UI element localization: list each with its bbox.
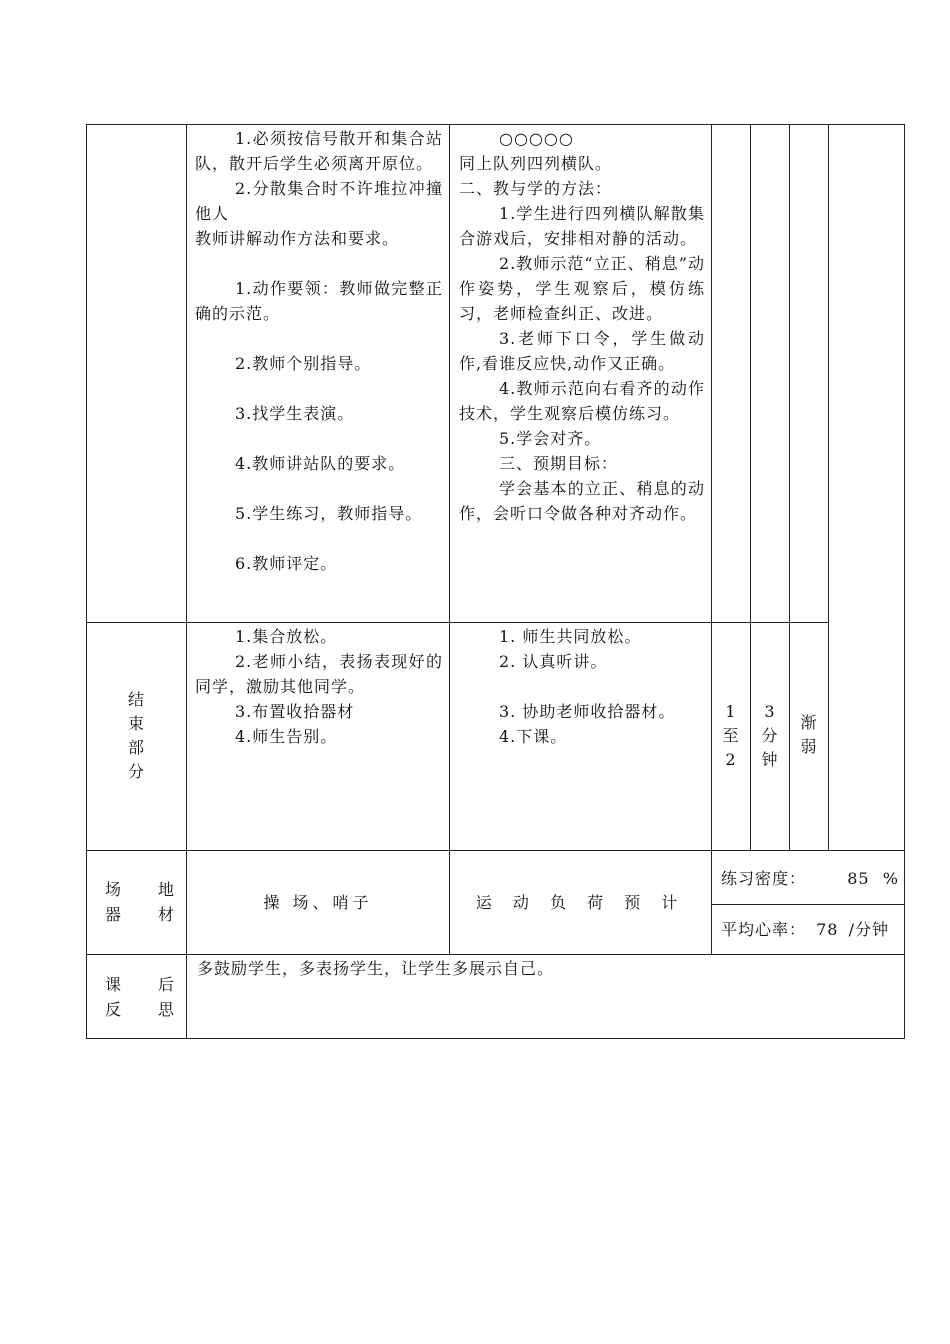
text-line: 4.教师示范向右看齐的动作技术，学生观察后模仿练习。 <box>459 379 705 423</box>
label-char: 结 <box>127 690 145 709</box>
row-divider-3 <box>86 954 905 955</box>
practice-density-value: 85 <box>847 869 870 888</box>
ending-duration <box>751 700 789 772</box>
avg-heart-rate-value: 78 <box>816 920 839 939</box>
times-value: 至 <box>722 726 740 745</box>
times-value: 1 <box>725 702 737 721</box>
reflection-text: 多鼓励学生，多表扬学生，让学生多展示自己。 <box>197 959 555 978</box>
venue-label <box>105 877 175 927</box>
label-char: 场 <box>105 880 123 899</box>
col-divider-6 <box>828 124 829 851</box>
table-bottom-border <box>86 1038 905 1039</box>
percent-unit: % <box>882 869 899 888</box>
exercise-load-label: 运 动 负 荷 预 计 <box>475 893 686 912</box>
times-value: 2 <box>725 750 737 769</box>
row2-student-activity <box>459 624 705 749</box>
text-line: 二、教与学的方法： <box>459 179 613 198</box>
duration-value: 3 <box>764 702 776 721</box>
text-line: 1. 师生共同放松。 <box>499 627 642 646</box>
label-char: 后 <box>157 975 175 994</box>
text-line: 同上队列四列横队。 <box>459 154 613 173</box>
row-divider-1 <box>86 622 829 623</box>
row2-teacher-activity <box>195 624 443 749</box>
text-line: 4.师生告别。 <box>235 727 338 746</box>
practice-density-row <box>721 866 899 891</box>
label-char: 地 <box>157 880 175 899</box>
duration-value: 钟 <box>761 750 779 769</box>
load-inner-divider <box>711 904 905 905</box>
table-top-border <box>86 124 905 125</box>
text-line: 6.教师评定。 <box>235 554 338 573</box>
text-line: 5.学会对齐。 <box>499 429 602 448</box>
table-right-border <box>904 124 905 1039</box>
reflection-label <box>105 972 175 1022</box>
text-line: 3. 协助老师收拾器材。 <box>499 702 676 721</box>
row1-student-activity <box>459 126 705 526</box>
duration-value: 分 <box>761 726 779 745</box>
text-line: 3.老师下口令，学生做动作,看谁反应快,动作又正确。 <box>459 329 705 373</box>
avg-heart-rate-label: 平均心率： <box>721 920 807 939</box>
text-line: 3.布置收拾器材 <box>235 702 355 721</box>
formation-circles: ○○○○○ <box>499 129 574 148</box>
text-line: 教师讲解动作方法和要求。 <box>195 229 400 248</box>
heart-rate-unit: /分钟 <box>848 920 889 939</box>
intensity-value: 渐 <box>800 713 818 732</box>
col-divider-2 <box>449 124 450 955</box>
text-line: 4.下课。 <box>499 727 568 746</box>
text-line: 2.教师个别指导。 <box>235 354 372 373</box>
venue-equipment-value: 操 场、哨子 <box>263 893 373 912</box>
intensity-value: 弱 <box>800 737 818 756</box>
avg-heart-rate-row <box>721 917 901 942</box>
label-char: 部 <box>127 738 145 757</box>
label-char: 反 <box>105 1000 123 1019</box>
text-line: 5.学生练习，教师指导。 <box>235 504 423 523</box>
text-line: 1.动作要领：教师做完整正确的示范。 <box>195 279 443 323</box>
label-char: 束 <box>127 714 145 733</box>
ending-intensity <box>790 711 828 759</box>
label-char: 分 <box>127 762 145 781</box>
section-label-ending <box>87 688 186 784</box>
practice-density-label: 练习密度： <box>721 869 807 888</box>
col-divider-3 <box>711 124 712 955</box>
row-divider-2 <box>86 850 905 851</box>
text-line: 2. 认真听讲。 <box>499 652 608 671</box>
text-line: 1.学生进行四列横队解散集合游戏后，安排相对静的活动。 <box>459 204 705 248</box>
label-char: 思 <box>157 1000 175 1019</box>
ending-times <box>712 700 750 772</box>
text-line: 2.分散集合时不许堆拉冲撞他人 <box>195 179 443 223</box>
text-line: 三、预期目标： <box>499 454 619 473</box>
text-line: 2.教师示范“立正、稍息”动作姿势，学生观察后，模仿练习，老师检查纠正、改进。 <box>459 254 705 323</box>
table-left-border <box>86 124 87 1039</box>
text-line: 3.找学生表演。 <box>235 404 355 423</box>
text-line: 学会基本的立正、稍息的动作，会听口令做各种对齐动作。 <box>459 479 705 523</box>
label-char: 器 <box>105 905 123 924</box>
text-line: 1.集合放松。 <box>235 627 338 646</box>
label-char: 材 <box>157 905 175 924</box>
row1-teacher-activity <box>195 126 443 576</box>
text-line: 2.老师小结，表扬表现好的同学，激励其他同学。 <box>195 652 443 696</box>
text-line: 1.必须按信号散开和集合站队，散开后学生必须离开原位。 <box>195 129 443 173</box>
text-line: 4.教师讲站队的要求。 <box>235 454 406 473</box>
label-char: 课 <box>105 975 123 994</box>
